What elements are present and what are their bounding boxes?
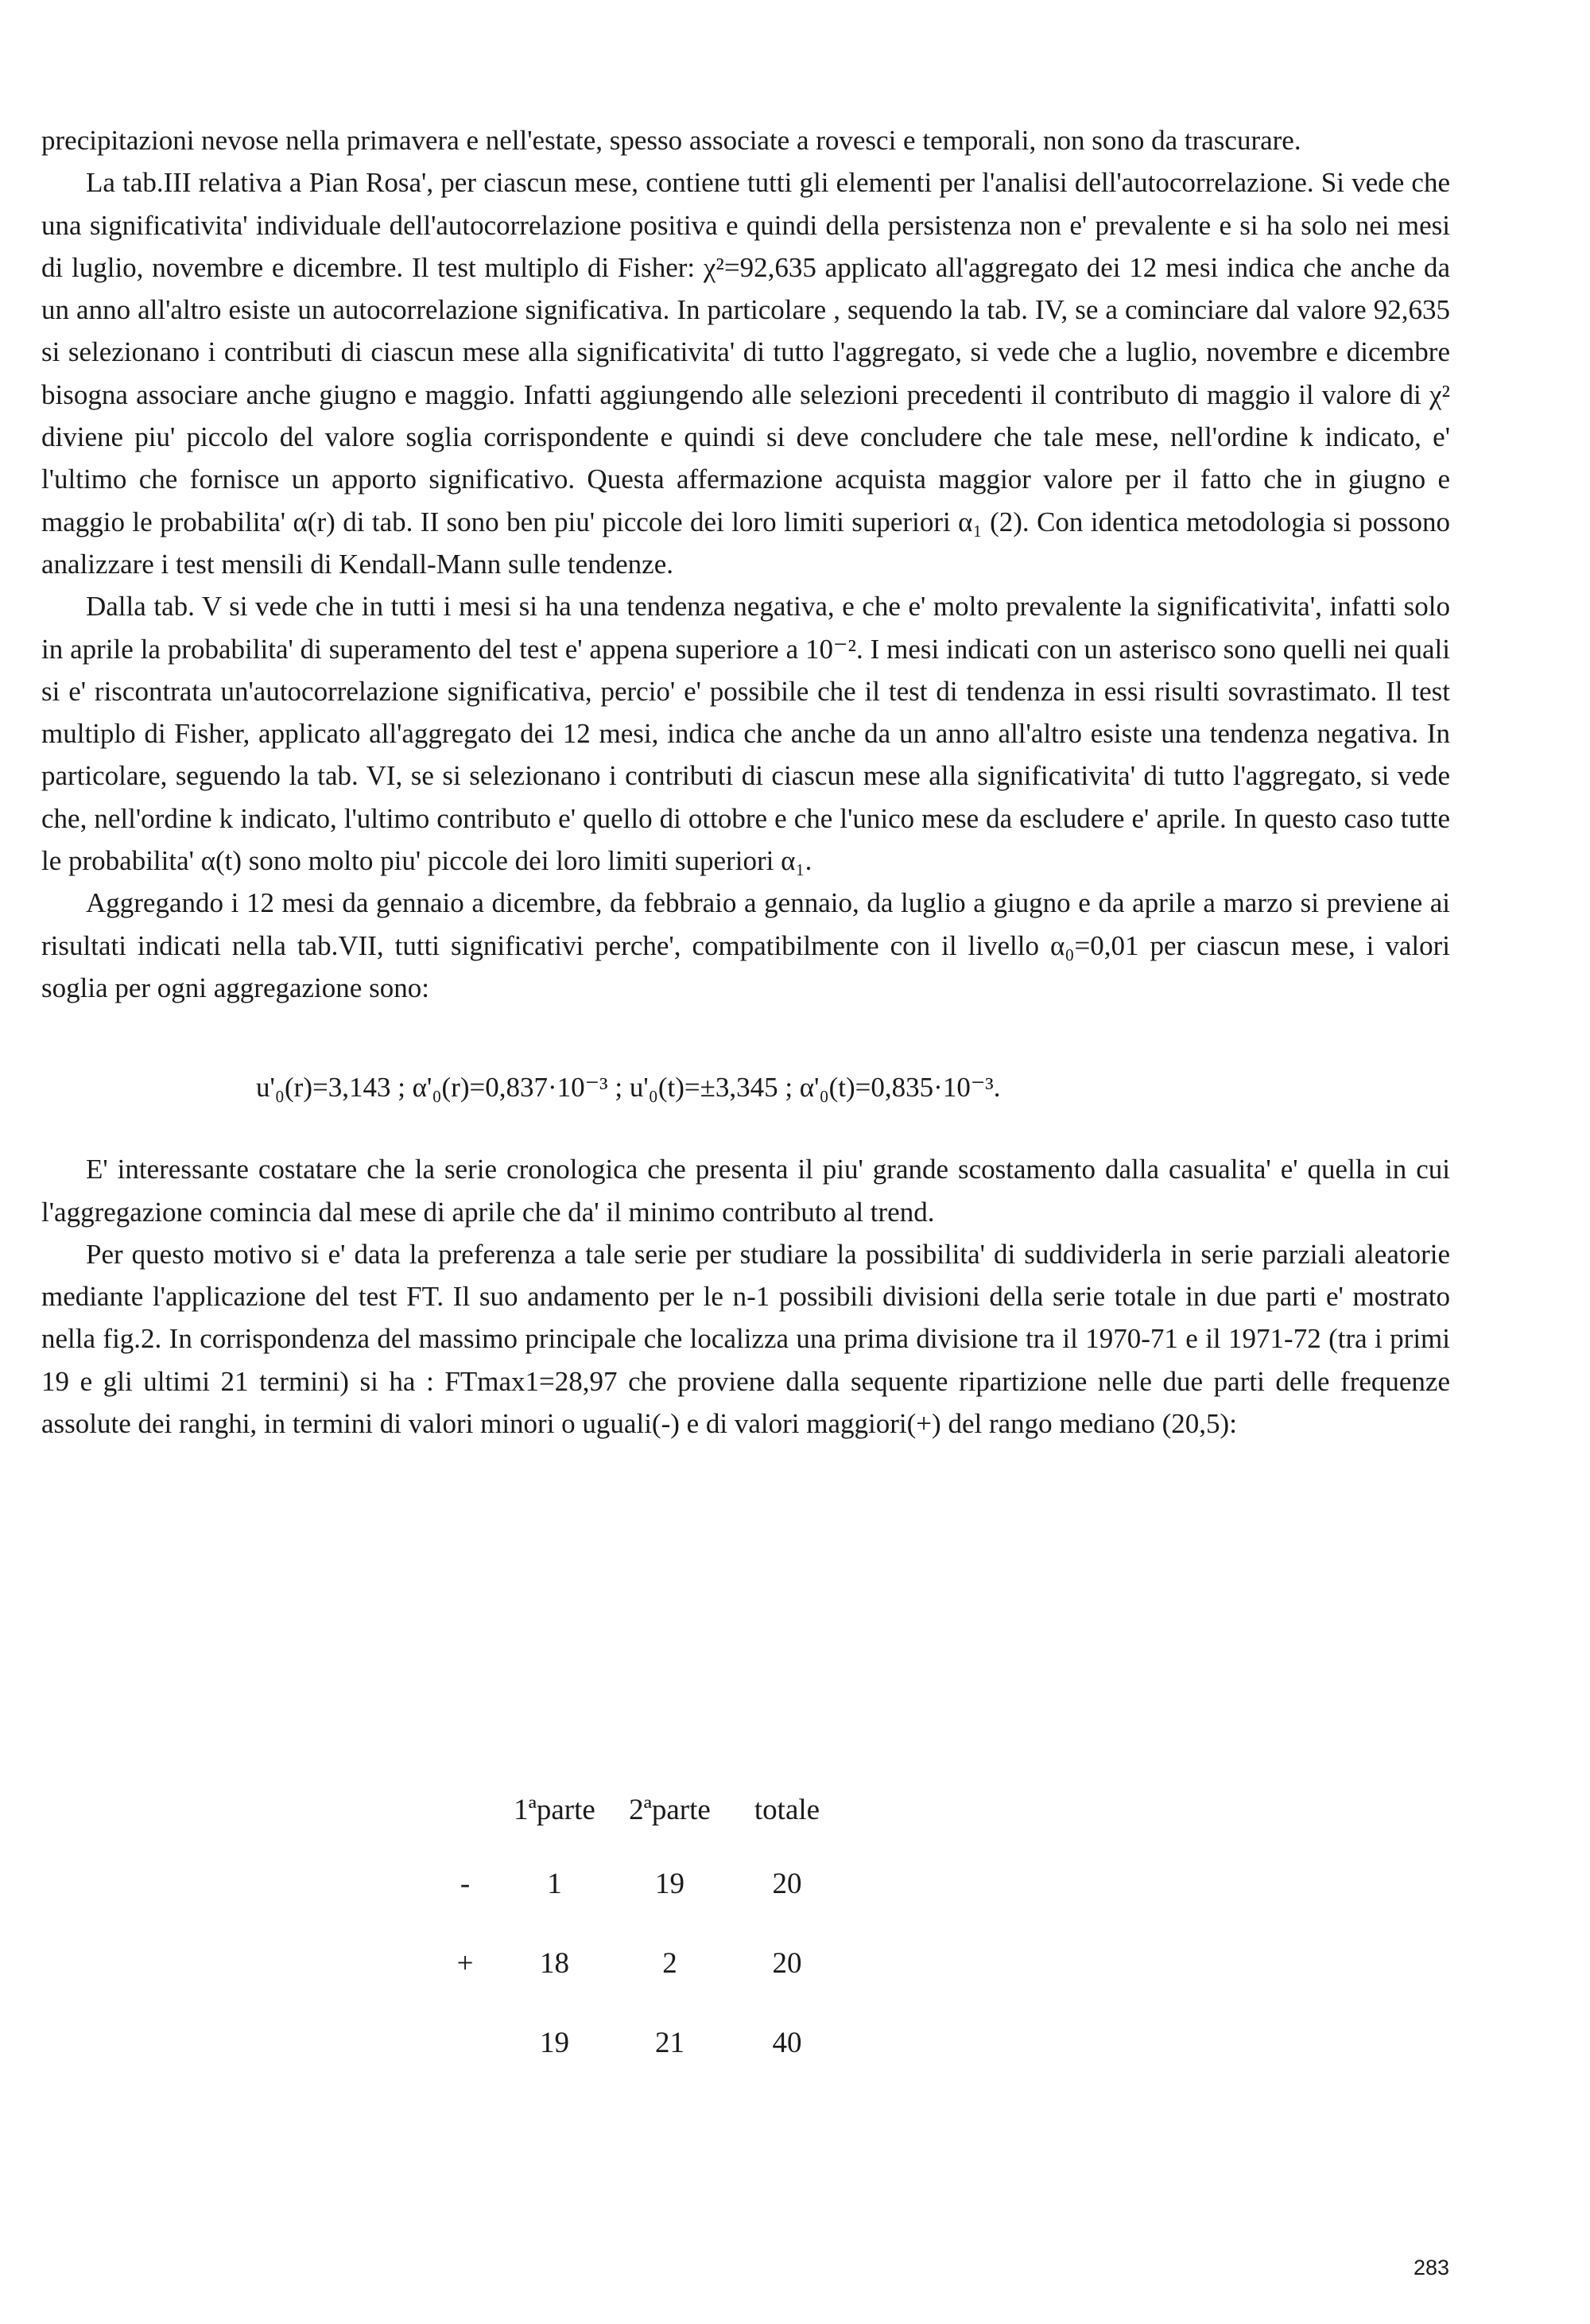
table-cell: 2: [662, 1946, 677, 1980]
page-number: 283: [1414, 2256, 1450, 2279]
paragraph-3: Dalla tab. V si vede che in tutti i mesi si ha una tendenza negativa, e che e' molto prevalente la significativita', infatti solo in aprile la probabilita' di superamento del test e' appena superiore a 10⁻². I mesi indicati con un asterisco sono quelli nei quali si e' riscontrata un'autocorrelazione significativa, percio' e' possibile che il test di tendenza in essi risulti sovrastimato. Il test multiplo di Fisher, applicato all'aggregato dei 12 mesi, indica che anche da un anno all'altro esiste una tendenza negativa. In particolare, seguendo la tab. VI, se si selezionano i contributi di ciascun mese alla significativita' di tutto l'aggregato, si vede che, nell'ordine k indicato, l'ultimo contributo e' quello di ottobre e che l'unico mese da escludere e' aprile. In questo caso tutte le probabilita' α(t) sono molto piu' piccole dei loro limiti superiori α₁.: [41, 591, 1450, 877]
table-header-row: [433, 1793, 847, 1844]
table-row: [433, 1844, 847, 1923]
table-cell: 20: [772, 1867, 802, 1900]
rank-frequency-table: [433, 1793, 847, 2082]
table-cell: 21: [655, 2026, 684, 2059]
table-cell: 20: [772, 1946, 802, 1980]
threshold-formula: u'₀(r)=3,143 ; α'₀(r)=0,837·10⁻³ ; u'₀(t)=±3,345 ; α'₀(t)=0,835·10⁻³.: [256, 1072, 1001, 1104]
table-total-row: [433, 2003, 847, 2082]
paragraph-6: Per questo motivo si e' data la preferenza a tale serie per studiare la possibilita' di suddividerla in serie parziali aleatorie mediante l'applicazione del test FT. Il suo andamento per le n-1 possibili divisioni della serie totale in due parti e' mostrato nella fig.2. In corrispondenza del massimo principale che localizza una prima divisione tra il 1970-71 e il 1971-72 (tra i primi 19 e gli ultimi 21 termini) si ha : FTmax1=28,97 che proviene dalla sequente ripartizione nelle due parti delle frequenze assolute dei ranghi, in termini di valori minori o uguali(-) e di valori maggiori(+) del rango mediano (20,5):: [41, 1238, 1450, 1440]
table-cell: +: [456, 1946, 474, 1980]
paragraph-5: E' interessante costatare che la serie cronologica che presenta il piu' grande scostamento dalla casualita' e' quella in cui l'aggregazione comincia dal mese di aprile che da' il minimo contributo al trend.: [41, 1154, 1450, 1228]
document-body: [41, 119, 1450, 1445]
table-cell: 18: [540, 1946, 569, 1980]
table-header-cell: [433, 1793, 497, 1844]
table-cell: 19: [540, 2026, 569, 2059]
table-row: [433, 1923, 847, 2003]
table-cell: 19: [655, 1867, 684, 1900]
table-header-cell: 2ªparte: [629, 1794, 711, 1826]
table-header-cell: 1ªparte: [514, 1794, 595, 1826]
table-cell: -: [460, 1867, 471, 1900]
table-cell: 40: [772, 2026, 802, 2059]
table-cell: [433, 2003, 497, 2082]
paragraph-2: La tab.III relativa a Pian Rosa', per ciascun mese, contiene tutti gli elementi per l'analisi dell'autocorrelazione. Si vede che una significativita' individuale dell'autocorrelazione positiva e quindi della persistenza non e' prevalente e si ha solo nei mesi di luglio, novembre e dicembre. Il test multiplo di Fisher: χ²=92,635 applicato all'aggregato dei 12 mesi indica che anche da un anno all'altro esiste un autocorrelazione significativa. In particolare , sequendo la tab. IV, se a cominciare dal valore 92,635 si selezionano i contributi di ciascun mese alla significativita' di tutto l'aggregato, si vede che a luglio, novembre e dicembre bisogna associare anche giugno e maggio. Infatti aggiungendo alle selezioni precedenti il contributo di maggio il valore di χ² diviene piu' piccolo del valore soglia corrispondente e quindi si deve concludere che tale mese, nell'ordine k indicato, e' l'ultimo che fornisce un apporto significativo. Questa affermazione acquista maggior valore per il fatto che in giugno e maggio le probabilita' α(r) di tab. II sono ben piu' piccole dei loro limiti superiori α₁ (2). Con identica metodologia si possono analizzare i test mensili di Kendall-Mann sulle tendenze.: [41, 167, 1450, 580]
paragraph-4: Aggregando i 12 mesi da gennaio a dicembre, da febbraio a gennaio, da luglio a giugno e da aprile a marzo si previene ai risultati indicati nella tab.VII, tutti significativi perche', compatibilmente con il livello α₀=0,01 per ciascun mese, i valori soglia per ogni aggregazione sono:: [41, 887, 1450, 1003]
paragraph-1: precipitazioni nevose nella primavera e nell'estate, spesso associate a rovesci e temporali, non sono da trascurare.: [41, 125, 1301, 156]
table-header-cell: totale: [754, 1794, 820, 1826]
table-cell: 1: [547, 1867, 562, 1900]
